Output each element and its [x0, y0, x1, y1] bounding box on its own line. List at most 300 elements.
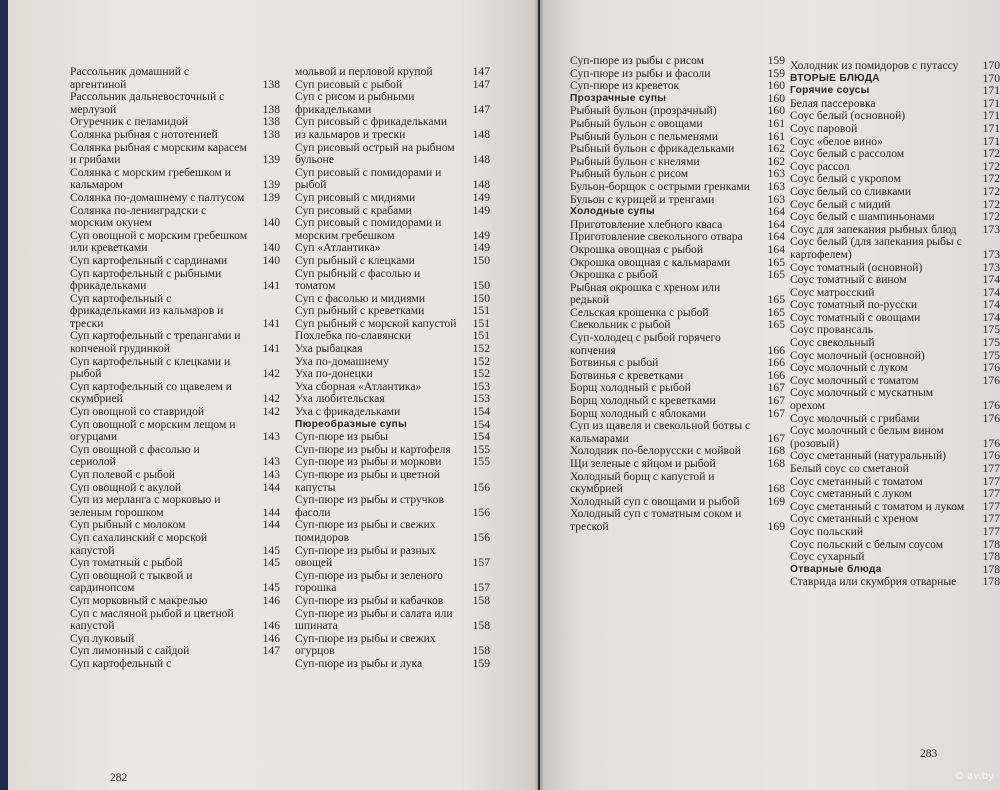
entry-title: Суп рисовый с помидорами и морским гребешком	[295, 216, 442, 242]
entry-page-number: 152	[472, 367, 490, 381]
entry-page-number: 166	[767, 356, 785, 370]
toc-entry	[70, 595, 280, 608]
entry-title: Ботвинья с рыбой	[570, 356, 659, 370]
entry-page-number: 156	[472, 530, 490, 544]
entry-page-number: 171	[982, 109, 1000, 123]
toc-entry	[570, 332, 785, 357]
toc-entry	[570, 282, 785, 307]
entry-page-number: 163	[767, 179, 785, 193]
entry-title: Соус сметанный (натуральный)	[790, 449, 947, 463]
entry-title: Соус белый с рассолом	[790, 147, 905, 161]
entry-title: Суп-пюре из рыбы и свежих помидоров	[295, 518, 436, 544]
entry-title: Соус белый со сливками	[790, 184, 912, 198]
entry-page-number: 158	[472, 619, 490, 633]
toc-entry	[295, 167, 490, 192]
toc-entry	[570, 357, 785, 370]
entry-page-number: 138	[262, 102, 280, 116]
entry-title: Белая пассеровка	[790, 96, 876, 110]
toc-entry	[295, 91, 490, 116]
entry-title: Приготовление свекольного отвара	[570, 230, 743, 244]
entry-title: Огуречник с пеламидой	[70, 115, 189, 129]
toc-entry	[570, 420, 785, 445]
entry-title: Уха сборная «Атлантика»	[295, 379, 422, 393]
entry-title: Суп-пюре из рыбы и стручков фасоли	[295, 493, 444, 519]
entry-title: Холодный борщ с капустой и скумбрией	[570, 469, 715, 496]
entry-title: Соус молочный с луком	[790, 361, 908, 375]
entry-page-number: 142	[262, 367, 280, 381]
entry-title: Суп-пюре из рыбы и зеленого горошка	[295, 568, 443, 595]
entry-page-number: 175	[982, 348, 1000, 362]
entry-page-number: 160	[767, 104, 785, 118]
entry-title: мольвой и перловой крупой	[295, 65, 433, 78]
entry-title: Суп-пюре из рыбы с рисом	[570, 54, 704, 67]
entry-page-number: 148	[472, 153, 490, 167]
toc-entry	[70, 570, 280, 595]
book-gutter	[534, 0, 544, 790]
toc-column-3	[570, 55, 785, 534]
entry-title: Суп рисовый с фрикадельками из кальмаров и трески	[295, 115, 448, 141]
toc-entry	[295, 545, 490, 570]
entry-page-number: 145	[262, 556, 280, 570]
toc-column-2	[295, 66, 490, 671]
entry-title: Суп из щавеля и свекольной ботвы с кальмарами	[570, 419, 751, 445]
toc-entry	[295, 116, 490, 141]
entry-title: Соус матросский	[790, 285, 875, 299]
entry-title: Суп томатный с рыбой	[70, 556, 183, 570]
entry-title: Соус томатный по-русски	[790, 298, 918, 312]
toc-entry	[295, 217, 490, 242]
entry-page-number: 177	[982, 474, 1000, 488]
toc-entry	[790, 274, 1000, 287]
entry-title: Соус свекольный	[790, 336, 875, 350]
entry-title: Соус томатный с вином	[790, 273, 907, 287]
entry-page-number: 169	[767, 494, 785, 508]
entry-page-number: 176	[982, 373, 1000, 387]
toc-entry	[70, 444, 280, 469]
entry-page-number: 151	[472, 329, 490, 343]
entry-title: Соус белый с шампиньонами	[790, 210, 935, 224]
toc-entry	[70, 205, 280, 230]
toc-entry	[790, 186, 1000, 199]
toc-entry	[790, 551, 1000, 564]
entry-title: Бульон-борщок с острыми гренками	[570, 179, 750, 193]
entry-title: Соус провансаль	[790, 323, 874, 337]
entry-title: Суп луковый	[70, 631, 135, 645]
entry-title: Суп-пюре из рыбы и картофеля	[295, 442, 451, 456]
entry-page-number: 174	[982, 273, 1000, 287]
toc-entry	[295, 570, 490, 595]
entry-title: Суп картофельный с сардинами	[70, 253, 228, 267]
entry-page-number: 169	[767, 519, 785, 533]
entry-page-number: 155	[472, 455, 490, 469]
entry-title: Борщ холодный с рыбой	[570, 381, 691, 395]
toc-entry	[295, 255, 490, 268]
entry-title: Уха по-донецки	[295, 367, 373, 381]
entry-page-number: 156	[472, 480, 490, 494]
entry-page-number: 162	[767, 154, 785, 168]
entry-title: Соус польский с белым соусом	[790, 537, 944, 551]
entry-page-number: 141	[262, 316, 280, 330]
entry-title: Уха по-домашнему	[295, 354, 389, 368]
entry-page-number: 158	[472, 593, 490, 607]
toc-entry	[70, 406, 280, 419]
entry-page-number: 178	[982, 537, 1000, 551]
entry-title: Суп рыбный с молоком	[70, 518, 186, 532]
entry-page-number: 147	[262, 644, 280, 658]
toc-entry	[790, 425, 1000, 450]
toc-entry	[295, 608, 490, 633]
entry-title: Соус молочный с томатом	[790, 373, 919, 387]
entry-page-number: 149	[472, 190, 490, 204]
entry-title: Рассольник домашний с аргентиной	[70, 65, 190, 91]
entry-page-number: 167	[767, 381, 785, 395]
entry-page-number: 142	[262, 392, 280, 406]
entry-page-number: 151	[472, 316, 490, 330]
entry-page-number: 172	[982, 172, 1000, 186]
entry-page-number: 163	[767, 192, 785, 206]
entry-title: Соус томатный с овощами	[790, 310, 921, 324]
entry-title: ВТОРЫЕ БЛЮДА	[790, 72, 880, 84]
toc-entry	[570, 80, 785, 93]
entry-title: Суп овощной с фасолью и сериолой	[70, 442, 200, 469]
entry-title: Соус сметанный с томатом и луком	[790, 499, 965, 513]
entry-title: Рыбный бульон с овощами	[570, 116, 703, 130]
entry-page-number: 173	[982, 260, 1000, 274]
entry-page-number: 164	[767, 230, 785, 244]
entry-page-number: 171	[982, 96, 1000, 110]
entry-page-number: 166	[767, 368, 785, 382]
entry-page-number: 176	[982, 399, 1000, 413]
entry-title: Сельская крошенка с рыбой	[570, 305, 709, 319]
entry-title: Уха с фрикадельками	[295, 405, 401, 419]
entry-page-number: 162	[767, 142, 785, 156]
entry-page-number: 170	[982, 71, 1000, 85]
entry-title: Суп рисовый с крабами	[295, 203, 412, 217]
entry-title: Соус для запекания рыбных блюд	[790, 222, 957, 236]
entry-title: Ставрида или скумбрия отварные	[790, 575, 957, 589]
entry-title: Суп «Атлантика»	[295, 241, 381, 255]
section-heading	[790, 73, 1000, 86]
toc-entry	[70, 167, 280, 192]
entry-title: Суп полевой с рыбой	[70, 468, 175, 481]
entry-page-number: 145	[262, 543, 280, 557]
entry-page-number: 167	[767, 406, 785, 420]
entry-title: Суп-пюре из рыбы и свежих огурцов	[295, 631, 436, 658]
entry-page-number: 140	[262, 253, 280, 267]
entry-title: Суп овощной со ставридой	[70, 405, 205, 419]
toc-entry	[295, 595, 490, 608]
toc-entry	[70, 658, 280, 671]
toc-entry	[70, 91, 280, 116]
entry-page-number: 163	[767, 167, 785, 181]
entry-title: Солянка рыбная с нототенией	[70, 127, 218, 141]
entry-title: Суп рисовый с рыбой	[295, 77, 403, 91]
entry-title: Бульон с курицей и тренгами	[570, 192, 715, 206]
entry-page-number: 172	[982, 159, 1000, 173]
entry-title: Соус сметанный с хреном	[790, 512, 919, 526]
toc-entry	[570, 458, 785, 471]
entry-page-number: 147	[472, 77, 490, 91]
toc-entry	[70, 142, 280, 167]
entry-title: Суп овощной с морским гребешком или креветками	[70, 228, 248, 255]
toc-entry	[570, 118, 785, 131]
entry-page-number: 142	[262, 405, 280, 419]
entry-title: Рыбный бульон с кнелями	[570, 154, 700, 168]
entry-page-number: 152	[472, 354, 490, 368]
entry-title: Холодный суп с овощами и рыбой	[570, 494, 740, 508]
toc-entry	[295, 368, 490, 381]
entry-page-number: 149	[472, 241, 490, 255]
toc-entry	[570, 471, 785, 496]
entry-page-number: 165	[767, 318, 785, 332]
toc-entry	[295, 431, 490, 444]
entry-page-number: 157	[472, 556, 490, 570]
toc-entry	[295, 469, 490, 494]
entry-page-number: 139	[262, 178, 280, 192]
entry-title: Суп картофельный с фрикадельками из кальмаров и трески	[70, 291, 224, 330]
page-number-left: 282	[110, 772, 128, 784]
entry-page-number: 144	[262, 518, 280, 532]
entry-title: Похлебка по-славянски	[295, 329, 411, 343]
toc-entry	[70, 356, 280, 381]
entry-page-number: 147	[472, 65, 490, 78]
entry-title: Суп-пюре из рыбы и цветной капусты	[295, 468, 441, 494]
entry-title: Солянка по-домашнему с палтусом	[70, 190, 245, 204]
entry-title: Белый соус со сметаной	[790, 462, 909, 475]
entry-title: Солянка рыбная с морским карасем и грибами	[70, 140, 247, 167]
entry-title: Суп рыбный с фасолью и томатом	[295, 266, 421, 293]
entry-page-number: 177	[982, 524, 1000, 538]
entry-title: Рыбная окрошка с хреном или редькой	[570, 280, 721, 307]
entry-title: Суп с рисом и рыбными фрикадельками	[295, 90, 415, 116]
entry-page-number: 176	[982, 436, 1000, 450]
entry-page-number: 165	[767, 268, 785, 282]
entry-page-number: 140	[262, 216, 280, 230]
toc-entry	[570, 508, 785, 533]
entry-title: Суп картофельный с рыбными фрикадельками	[70, 266, 222, 293]
toc-entry	[570, 143, 785, 156]
page-number-right: 283	[920, 748, 938, 760]
entry-page-number: 177	[982, 462, 1000, 475]
entry-page-number: 176	[982, 411, 1000, 425]
toc-entry	[70, 66, 280, 91]
entry-title: Суп-пюре из рыбы и салата или шпината	[295, 606, 453, 633]
toc-entry	[570, 194, 785, 207]
toc-entry	[790, 299, 1000, 312]
entry-page-number: 160	[767, 79, 785, 93]
entry-page-number: 146	[262, 619, 280, 633]
toc-entry	[295, 519, 490, 544]
entry-page-number: 143	[262, 430, 280, 444]
entry-title: Суп овощной с морским лещом и огурцами	[70, 417, 236, 444]
toc-entry	[790, 387, 1000, 412]
toc-entry	[570, 244, 785, 257]
toc-entry	[790, 362, 1000, 375]
toc-entry	[70, 330, 280, 355]
toc-entry	[570, 55, 785, 68]
entry-title: Соус польский	[790, 524, 864, 538]
toc-entry	[295, 268, 490, 293]
entry-page-number: 170	[982, 59, 1000, 72]
entry-page-number: 167	[767, 431, 785, 445]
entry-title: Холодные супы	[570, 206, 655, 218]
entry-title: Соус томатный (основной)	[790, 260, 923, 274]
entry-page-number: 165	[767, 305, 785, 319]
entry-title: Соус сухарный	[790, 550, 865, 564]
toc-entry	[70, 230, 280, 255]
entry-title: Соус молочный с белым вином (розовый)	[790, 424, 944, 450]
entry-page-number: 143	[262, 468, 280, 481]
entry-page-number: 171	[982, 134, 1000, 148]
entry-page-number: 154	[472, 405, 490, 419]
toc-entry	[295, 633, 490, 658]
toc-entry	[70, 419, 280, 444]
toc-entry	[70, 268, 280, 293]
entry-title: Суп овощной с тыквой и сардинопсом	[70, 568, 193, 595]
entry-page-number: 171	[982, 121, 1000, 135]
toc-entry	[790, 148, 1000, 161]
entry-page-number: 172	[982, 184, 1000, 198]
entry-title: Суп рисовый острый на рыбном бульоне	[295, 140, 455, 167]
entry-page-number: 152	[472, 342, 490, 356]
entry-title: Рыбный бульон (прозрачный)	[570, 104, 717, 118]
entry-page-number: 146	[262, 631, 280, 645]
entry-page-number: 141	[262, 342, 280, 356]
toc-entry	[70, 255, 280, 268]
entry-title: Холодник из помидоров с путассу	[790, 59, 959, 72]
entry-title: Отварные блюда	[790, 563, 882, 575]
toc-entry	[790, 337, 1000, 350]
entry-title: Пюреобразные супы	[295, 418, 408, 430]
entry-title: Приготовление хлебного кваса	[570, 217, 723, 231]
entry-page-number: 154	[472, 430, 490, 444]
entry-title: Суп овощной с акулой	[70, 480, 182, 494]
entry-page-number: 147	[472, 102, 490, 116]
entry-page-number: 144	[262, 505, 280, 519]
entry-page-number: 144	[262, 480, 280, 494]
entry-page-number: 150	[472, 253, 490, 267]
entry-title: Суп-пюре из рыбы и кабачков	[295, 593, 444, 607]
section-heading	[570, 206, 785, 219]
entry-title: Уха любительская	[295, 392, 385, 406]
entry-title: Соус рассол	[790, 159, 850, 173]
entry-title: Уха рыбацкая	[295, 342, 363, 356]
entry-title: Суп-пюре из креветок	[570, 79, 680, 93]
entry-page-number: 139	[262, 190, 280, 204]
entry-title: Окрошка с рыбой	[570, 268, 658, 282]
watermark: © av.by	[954, 771, 994, 782]
section-heading	[790, 85, 1000, 98]
entry-title: Суп-пюре из рыбы и фасоли	[570, 66, 711, 80]
entry-title: Борщ холодный с креветками	[570, 394, 716, 408]
entry-title: Соус молочный с грибами	[790, 411, 920, 425]
toc-entry	[70, 381, 280, 406]
toc-entry	[70, 293, 280, 331]
toc-entry	[790, 463, 1000, 476]
entry-title: Окрошка овощная с рыбой	[570, 242, 704, 256]
entry-page-number: 157	[472, 581, 490, 595]
entry-page-number: 138	[262, 77, 280, 91]
entry-page-number: 168	[767, 457, 785, 470]
entry-page-number: 145	[262, 581, 280, 595]
entry-page-number: 148	[472, 178, 490, 192]
toc-entry	[790, 488, 1000, 501]
entry-title: Рыбный бульон с фрикадельками	[570, 142, 735, 156]
entry-page-number: 164	[767, 217, 785, 231]
toc-entry	[70, 469, 280, 482]
entry-page-number: 138	[262, 115, 280, 129]
toc-entry	[570, 269, 785, 282]
entry-page-number: 164	[767, 205, 785, 219]
entry-title: Солянка с морским гребешком и кальмаром	[70, 165, 231, 192]
entry-title: Соус белый (для запекания рыбы с картофелем)	[790, 235, 962, 261]
toc-entry	[790, 236, 1000, 261]
toc-entry	[790, 60, 1000, 73]
entry-title: Холодный суп с томатным соком и треской	[570, 507, 742, 533]
entry-title: Суп из мерланга с морковью и зеленым горошком	[70, 493, 221, 519]
entry-title: Соус сметанный с томатом	[790, 474, 923, 488]
entry-page-number: 168	[767, 482, 785, 496]
entry-page-number: 174	[982, 298, 1000, 312]
entry-page-number: 159	[767, 54, 785, 67]
toc-entry	[295, 192, 490, 205]
entry-page-number: 173	[982, 222, 1000, 236]
entry-title: Суп-пюре из рыбы и лука	[295, 656, 423, 670]
toc-entry	[295, 406, 490, 419]
entry-page-number: 138	[262, 127, 280, 141]
toc-column-4	[790, 60, 1000, 589]
entry-title: Суп-пюре из рыбы и разных овощей	[295, 543, 436, 570]
entry-page-number: 166	[767, 343, 785, 357]
entry-page-number: 146	[262, 593, 280, 607]
entry-title: Соус молочный (основной)	[790, 348, 925, 362]
toc-entry	[295, 658, 490, 671]
entry-page-number: 140	[262, 241, 280, 255]
entry-page-number: 174	[982, 285, 1000, 299]
entry-page-number: 174	[982, 310, 1000, 324]
entry-title: Прозрачные супы	[570, 92, 667, 104]
entry-page-number: 173	[982, 247, 1000, 261]
entry-page-number: 178	[982, 575, 1000, 589]
toc-entry	[790, 576, 1000, 589]
toc-entry	[70, 557, 280, 570]
entry-page-number: 172	[982, 210, 1000, 224]
entry-page-number: 150	[472, 291, 490, 305]
entry-page-number: 178	[982, 550, 1000, 564]
entry-page-number: 155	[472, 442, 490, 456]
entry-title: Рыбный бульон с рисом	[570, 167, 689, 181]
entry-page-number: 158	[472, 644, 490, 658]
entry-page-number: 160	[767, 91, 785, 105]
entry-page-number: 143	[262, 455, 280, 469]
entry-page-number: 161	[767, 129, 785, 143]
toc-entry	[295, 66, 490, 79]
entry-page-number: 153	[472, 392, 490, 406]
entry-page-number: 172	[982, 147, 1000, 161]
entry-title: Соус паровой	[790, 121, 858, 135]
entry-page-number: 139	[262, 153, 280, 167]
toc-entry	[295, 343, 490, 356]
entry-title: Холодник по-белорусски с мойвой	[570, 444, 741, 458]
entry-title: Соус белый с мидий	[790, 197, 891, 211]
entry-title: Суп с масляной рыбой и цветной капустой	[70, 606, 234, 633]
entry-page-number: 177	[982, 512, 1000, 526]
entry-page-number: 176	[982, 361, 1000, 375]
entry-page-number: 164	[767, 242, 785, 256]
entry-page-number: 148	[472, 127, 490, 141]
toc-entry	[295, 142, 490, 167]
entry-title: Суп картофельный со щавелем и скумбрией	[70, 379, 232, 406]
